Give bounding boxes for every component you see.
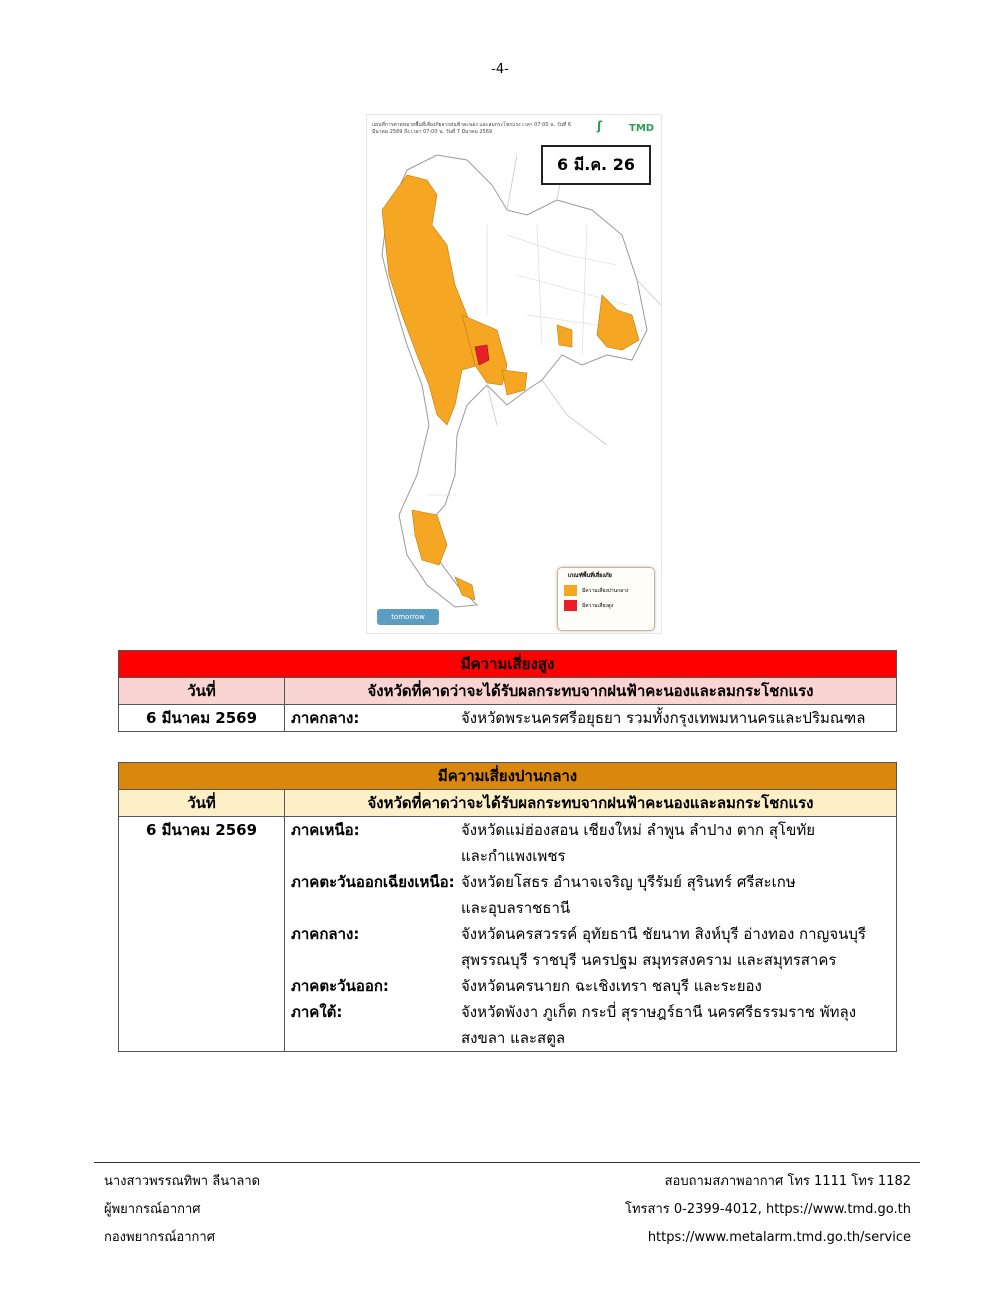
high-area-cell [285, 705, 897, 732]
risk-map-figure [366, 114, 662, 634]
region-label: ภาคตะวันออกเฉียงเหนือ: [291, 873, 455, 891]
provinces-line: และกำแพงเพชร [461, 847, 566, 865]
map-header-text: แผนที่การคาดหมายพื้นที่เสี่ยงภัยจากฝนฟ้าคะนอง และลมกระโชกแรง เวลา 07:00 น. วันที่ 6 มีนาคม 2569 ถึง เวลา 07:00 น. วันที่ 7 มีนาคม 2569 [372, 122, 572, 135]
legend-item-high [558, 598, 654, 613]
region-provinces [461, 999, 890, 1051]
tomorrow-logo: tomorrow [377, 609, 439, 625]
provinces-line: จังหวัดนครสวรรค์ อุทัยธานี ชัยนาท สิงห์บุรี อ่างทอง กาญจนบุรี [461, 925, 866, 943]
high-risk-title: มีความเสี่ยงสูง [119, 651, 897, 678]
region-provinces: จังหวัดพระนครศรีอยุธยา รวมทั้งกรุงเทพมหานครและปริมณฑล [461, 709, 866, 727]
region-row-south [291, 999, 890, 1051]
provinces-line: และอุบลราชธานี [461, 899, 571, 917]
footer-divider [94, 1162, 920, 1163]
provinces-line: สุพรรณบุรี ราชบุรี นครปฐม สมุทรสงคราม และสมุทรสาคร [461, 951, 837, 969]
region-label: ภาคเหนือ: [291, 821, 360, 839]
region-provinces [461, 869, 890, 921]
legend-swatch-moderate [564, 585, 577, 596]
map-legend [557, 567, 655, 631]
region-label: ภาคตะวันออก: [291, 977, 389, 995]
legend-label-high: มีความเสี่ยงสูง [582, 602, 614, 609]
provinces-line: จังหวัดพังงา ภูเก็ต กระบี่ สุราษฎร์ธานี นครศรีธรรมราช พัทลุง [461, 1003, 857, 1021]
thailand-risk-map [367, 115, 661, 633]
moderate-risk-title: มีความเสี่ยงปานกลาง [119, 763, 897, 790]
forecaster-position: ผู้พยากรณ์อากาศ [104, 1202, 201, 1217]
page-number: -4- [491, 62, 509, 77]
region-provinces: จังหวัดนครนายก ฉะเชิงเทรา ชลบุรี และระยอง [461, 977, 762, 995]
footer-signature [104, 1168, 260, 1252]
provinces-line: สงขลา และสตูล [461, 1029, 566, 1047]
region-provinces [461, 817, 890, 869]
region-row [291, 705, 890, 731]
region-provinces [461, 921, 890, 973]
legend-label-moderate: มีความเสี่ยงปานกลาง [582, 587, 629, 594]
legend-title: เกณฑ์พื้นที่เสี่ยงภัย [568, 573, 612, 579]
high-date: 6 มีนาคม 2569 [119, 705, 285, 732]
moderate-area-cell [285, 817, 897, 1052]
tmd-swirl-logo: ʃ [597, 119, 602, 133]
footer-contact [625, 1168, 911, 1252]
region-label: ภาคกลาง: [291, 925, 360, 943]
region-row-north [291, 817, 890, 869]
high-col-date: วันที่ [119, 678, 285, 705]
moderate-col-area: จังหวัดที่คาดว่าจะได้รับผลกระทบจากฝนฟ้าคะนองและลมกระโชกแรง [285, 790, 897, 817]
region-row-central [291, 921, 890, 973]
region-label: ภาคใต้: [291, 1003, 343, 1021]
moderate-risk-table [118, 762, 897, 1052]
legend-swatch-high [564, 600, 577, 611]
region-label: ภาคกลาง: [291, 709, 360, 727]
region-row-northeast [291, 869, 890, 921]
high-col-area: จังหวัดที่คาดว่าจะได้รับผลกระทบจากฝนฟ้าคะนองและลมกระโชกแรง [285, 678, 897, 705]
high-risk-table [118, 650, 897, 732]
tmd-logo: TMD [629, 123, 655, 134]
provinces-line: จังหวัดยโสธร อำนาจเจริญ บุรีรัมย์ สุรินทร์ ศรีสะเกษ [461, 873, 796, 891]
provinces-line: จังหวัดแม่ฮ่องสอน เชียงใหม่ ลำพูน ลำปาง ตาก สุโขทัย [461, 821, 816, 839]
moderate-col-date: วันที่ [119, 790, 285, 817]
contact-phone: สอบถามสภาพอากาศ โทร 1111 โทร 1182 [664, 1174, 911, 1189]
forecaster-division: กองพยากรณ์อากาศ [104, 1230, 215, 1245]
forecaster-name: นางสาวพรรณทิพา ลีนาลาด [104, 1174, 261, 1189]
contact-fax-web[interactable]: โทรสาร 0-2399-4012, https://www.tmd.go.th [625, 1202, 911, 1217]
legend-item-moderate [558, 583, 654, 598]
contact-metalarm-link[interactable]: https://www.metalarm.tmd.go.th/service [647, 1230, 911, 1245]
map-date-label: 6 มี.ค. 26 [541, 145, 651, 185]
moderate-date: 6 มีนาคม 2569 [119, 817, 285, 1052]
region-row-east [291, 973, 890, 999]
